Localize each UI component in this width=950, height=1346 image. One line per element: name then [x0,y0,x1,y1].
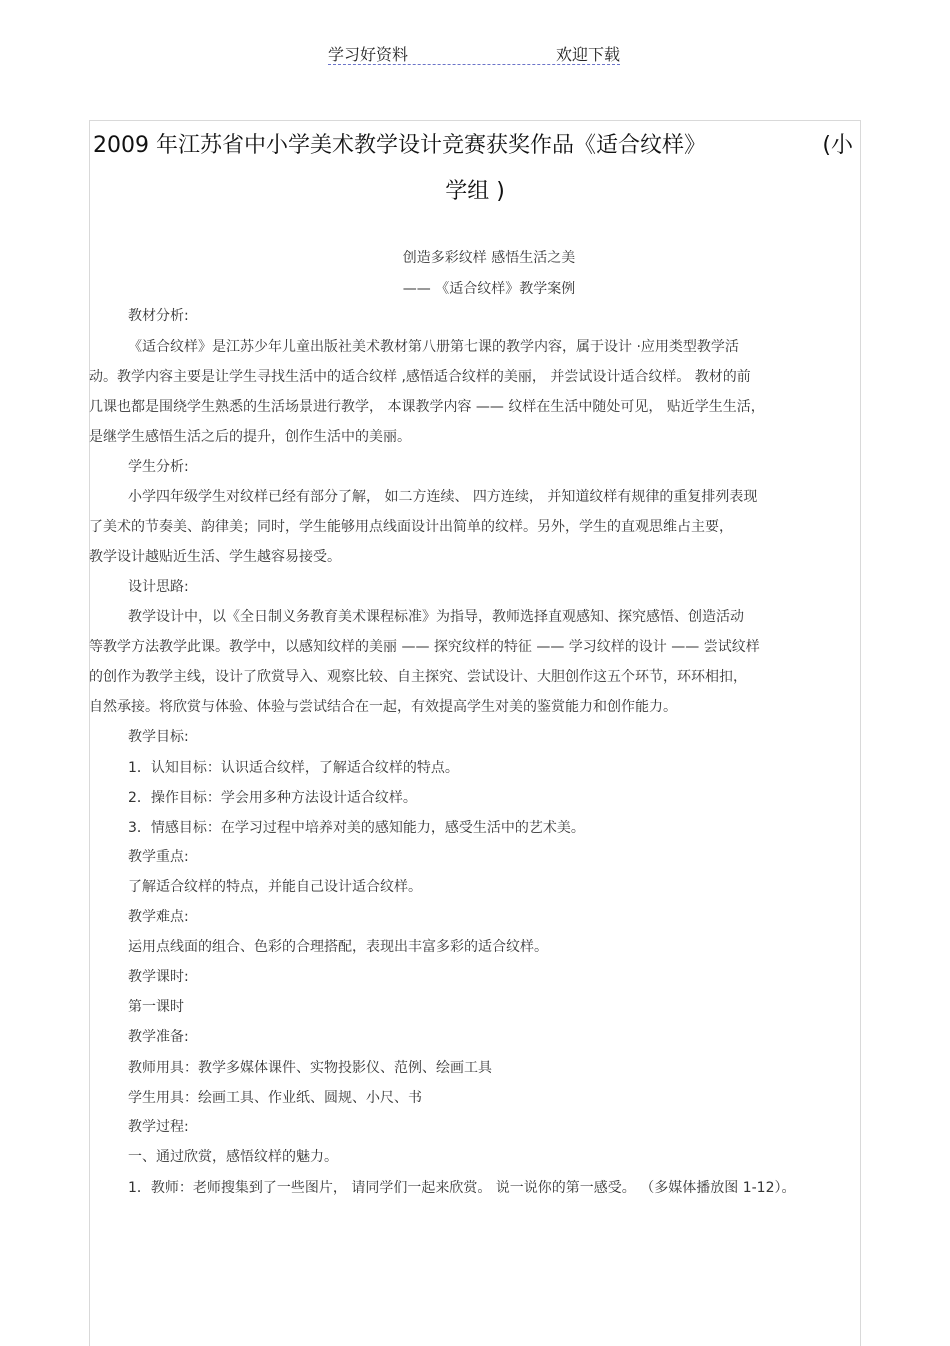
list-item: 2．操作目标：学会用多种方法设计适合纹样。 [128,790,417,806]
paragraph-line: 了美术的节奏美、韵律美；同时，学生能够用点线面设计出简单的纹样。另外，学生的直观思维占主要， [89,519,733,535]
paragraph-line: 小学四年级学生对纹样已经有部分了解， 如二方连续、 四方连续， 并知道纹样有规律的重复排列表现 [128,489,758,505]
section-heading: 教学课时: [128,969,189,985]
page-header [328,42,620,65]
paragraph-line: 的创作为教学主线，设计了欣赏导入、观察比较、自主探究、尝试设计、大胆创作这五个环节，环环相扣， [89,669,747,685]
paragraph-line: 等教学方法教学此课。教学中，以感知纹样的美丽 —— 探究纹样的特征 —— 学习纹样的设计 —— 尝试纹样 [89,639,760,655]
paragraph-line: 动。教学内容主要是让学生寻找生活中的适合纹样 ,感悟适合纹样的美丽， 并尝试设计适合纹样。 教材的前 [89,369,751,385]
section-heading: 教学难点: [128,909,189,925]
paragraph-line: 运用点线面的组合、色彩的合理搭配，表现出丰富多彩的适合纹样。 [128,939,548,955]
section-heading: 教学目标: [128,729,189,745]
title-line-2: 学组 ) [445,179,505,204]
paragraph-line: 教学设计越贴近生活、学生越容易接受。 [89,549,341,565]
section-heading: 教学准备: [128,1029,189,1045]
subtitle-line-2: —— 《适合纹样》教学案例 [402,281,576,297]
paragraph-line: 1．教师：老师搜集到了一些图片， 请同学们一起来欣赏。 说一说你的第一感受。 （多媒体播放图 1-12）。 [128,1180,796,1196]
section-heading: 学生分析: [128,459,189,475]
paragraph-line: 教学设计中，以《全日制义务教育美术课程标准》为指导，教师选择直观感知、探究感悟、创造活动 [128,609,744,625]
paragraph-line: 了解适合纹样的特点，并能自己设计适合纹样。 [128,879,422,895]
section-heading: 设计思路: [128,579,189,595]
list-item: 3．情感目标：在学习过程中培养对美的感知能力，感受生活中的艺术美。 [128,820,585,836]
paragraph-line: 一、通过欣赏，感悟纹样的魅力。 [128,1149,338,1165]
header-left-text: 学习好资料 [328,45,409,64]
section-heading: 教学重点: [128,849,189,865]
paragraph-line: 教师用具：教学多媒体课件、实物投影仪、范例、绘画工具 [128,1060,492,1076]
subtitle-line-1: 创造多彩纹样 感悟生活之美 [402,250,576,266]
title-line-1-tail: (小 [822,133,853,158]
list-item: 1．认知目标：认识适合纹样，了解适合纹样的特点。 [128,760,459,776]
section-heading: 教学过程: [128,1119,189,1135]
section-heading: 教材分析: [128,308,189,324]
title-line-1: 2009 年江苏省中小学美术教学设计竞赛获奖作品《适合纹样》 [93,133,706,158]
paragraph-line: 几课也都是围绕学生熟悉的生活场景进行教学， 本课教学内容 —— 纹样在生活中随处可见， 贴近学生生活， [89,399,765,415]
header-right-text: 欢迎下载 [555,45,620,64]
paragraph-line: 第一课时 [128,999,184,1015]
paragraph-line: 学生用具：绘画工具、作业纸、圆规、小尺、书 [128,1090,422,1106]
paragraph-line: 自然承接。将欣赏与体验、体验与尝试结合在一起，有效提高学生对美的鉴赏能力和创作能力。 [89,699,677,715]
paragraph-line: 是继学生感悟生活之后的提升，创作生活中的美丽。 [89,429,411,445]
paragraph-line: 《适合纹样》是江苏少年儿童出版社美术教材第八册第七课的教学内容，属于设计 ·应用类型教学活 [128,339,739,355]
